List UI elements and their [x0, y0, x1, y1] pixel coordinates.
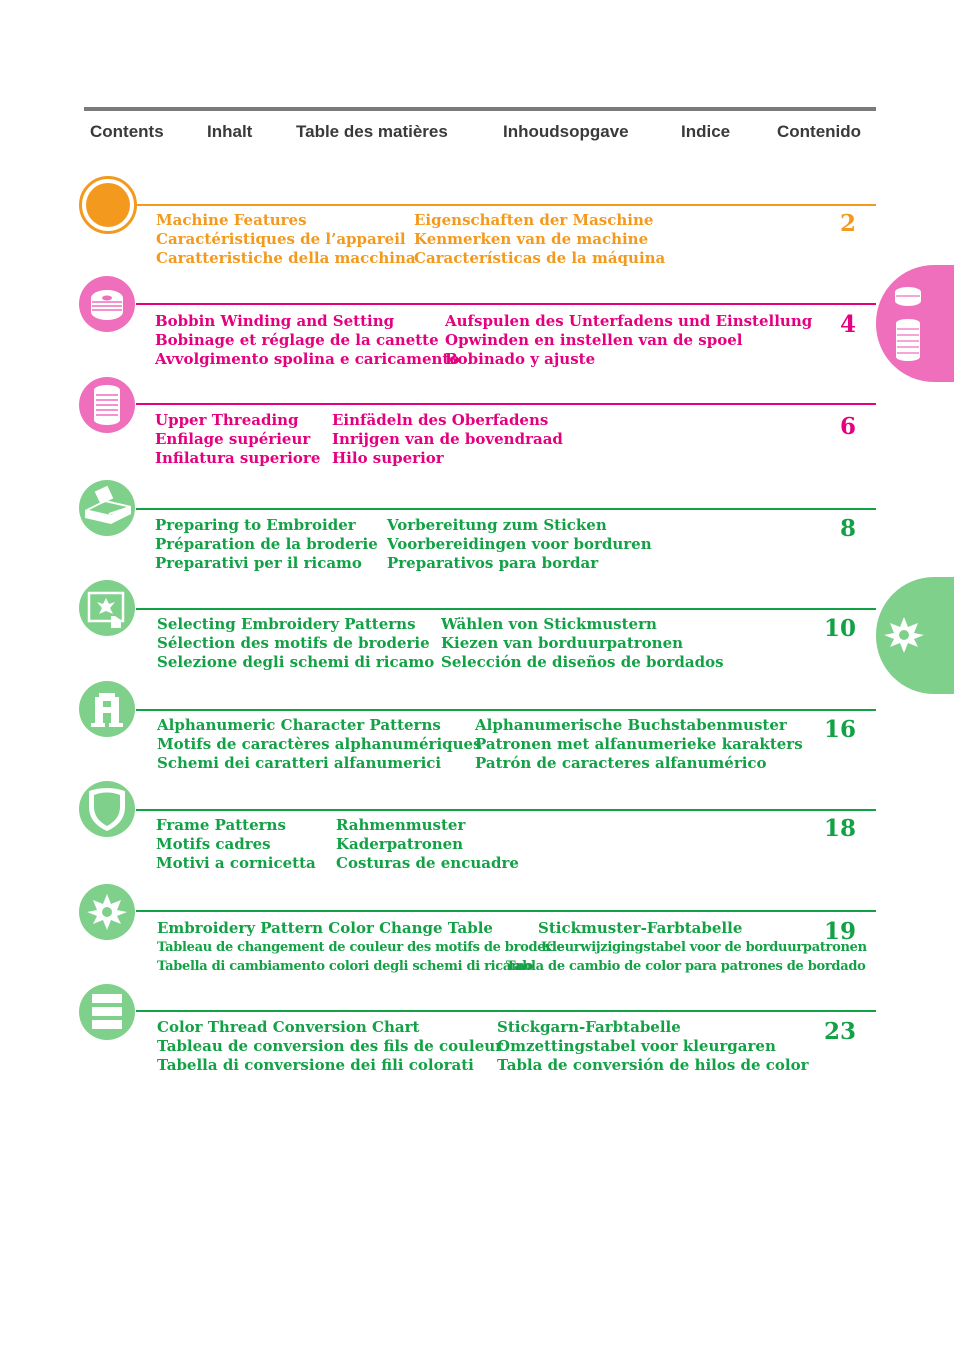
- title-fr: Tableau de changement de couleur des motifs de broderie: [157, 940, 565, 955]
- page-number: 6: [839, 413, 856, 440]
- title-de: Aufspulen des Unterfadens und Einstellung: [445, 312, 813, 330]
- header-contents: Contents: [90, 122, 164, 141]
- title-nl: Kenmerken van de machine: [414, 230, 649, 248]
- section-rule: [136, 608, 876, 610]
- side-tab-embroidery[interactable]: [876, 577, 954, 694]
- title-es: Costuras de encuadre: [336, 854, 519, 872]
- right-titles: [538, 919, 867, 957]
- right-titles: [387, 516, 652, 573]
- title-es: Selección de diseños de bordados: [441, 653, 724, 671]
- page-number: 18: [823, 815, 856, 842]
- title-fr: Préparation de la broderie: [155, 535, 378, 553]
- left-titles: [155, 312, 459, 369]
- section-rule: [136, 204, 876, 206]
- right-titles: [445, 312, 812, 369]
- section-rule: [136, 910, 876, 912]
- title-nl: Kaderpatronen: [336, 835, 464, 853]
- title-de: Wählen von Stickmustern: [441, 615, 657, 633]
- left-titles: [157, 615, 434, 672]
- page-number: 19: [823, 918, 856, 945]
- title-nl: Inrijgen van de bovendraad: [332, 430, 563, 448]
- title-fr: Enfilage supérieur: [155, 430, 311, 448]
- title-fr: Motifs de caractères alphanumériques: [157, 735, 482, 753]
- right-titles: [441, 615, 724, 672]
- title-de: Eigenschaften der Maschine: [414, 211, 654, 229]
- title-de: Einfädeln des Oberfadens: [332, 411, 549, 429]
- title-nl: Voorbereidingen voor borduren: [387, 535, 652, 553]
- title-it: Selezione degli schemi di ricamo: [157, 653, 435, 671]
- right-titles: [336, 816, 519, 873]
- page-number: 16: [823, 716, 856, 743]
- title-it: Tabella di conversione dei fili colorati: [157, 1056, 474, 1074]
- title-en: Frame Patterns: [156, 816, 286, 834]
- top-rule: [84, 107, 876, 111]
- title-en: Upper Threading: [155, 411, 299, 429]
- header-inhoudsopgave: Inhoudsopgave: [503, 122, 629, 141]
- orange-circle-icon: [79, 176, 137, 234]
- title-it: Preparativi per il ricamo: [155, 554, 362, 572]
- title-de: Stickmuster-Farbtabelle: [538, 919, 743, 937]
- title-en: Bobbin Winding and Setting: [155, 312, 395, 330]
- section-rule: [136, 508, 876, 510]
- touch-screen-pattern-icon: [79, 580, 135, 636]
- page-number: 23: [823, 1018, 856, 1045]
- frame-shield-icon: [79, 781, 135, 837]
- title-de: Stickgarn-Farbtabelle: [497, 1018, 681, 1036]
- side-tab-bobbin[interactable]: [876, 265, 954, 382]
- bobbin-and-spool-tab-icon: [876, 265, 954, 382]
- title-en: Embroidery Pattern Color Change Table: [157, 919, 493, 937]
- header-table-des-matieres: Table des matières: [296, 122, 448, 141]
- page-number: 2: [839, 210, 856, 237]
- left-titles: [157, 919, 564, 976]
- right-titles: [475, 716, 803, 773]
- title-it: Schemi dei caratteri alfanumerici: [157, 754, 442, 772]
- title-de: Vorbereitung zum Sticken: [387, 516, 607, 534]
- title-es: Hilo superior: [332, 449, 444, 467]
- page-number: 4: [839, 311, 856, 338]
- title-en: Machine Features: [156, 211, 307, 229]
- color-chart-icon: [79, 984, 135, 1040]
- right-titles: [332, 411, 563, 468]
- title-de: Rahmenmuster: [336, 816, 466, 834]
- title-it: Avvolgimento spolina e caricamento: [155, 350, 460, 368]
- left-titles: [156, 816, 316, 873]
- section-rule: [136, 303, 876, 305]
- title-en: Alphanumeric Character Patterns: [157, 716, 441, 734]
- title-de: Alphanumerische Buchstabenmuster: [475, 716, 787, 734]
- title-es: Características de la máquina: [414, 249, 666, 267]
- title-nl: Kleurwijzigingstabel voor de borduurpatronen: [541, 940, 867, 955]
- embroidery-unit-icon: [79, 480, 135, 536]
- title-es: Tabla de cambio de color para patrones de bordado: [506, 959, 866, 974]
- left-titles: [155, 516, 378, 573]
- section-rule: [136, 709, 876, 711]
- title-fr: Tableau de conversion des fils de couleur: [157, 1037, 504, 1055]
- title-nl: Opwinden en instellen van de spoel: [445, 331, 743, 349]
- page-number: 8: [839, 515, 856, 542]
- thread-spool-icon: [79, 377, 135, 433]
- title-fr: Motifs cadres: [156, 835, 271, 853]
- title-fr: Bobinage et réglage de la canette: [155, 331, 439, 349]
- title-it: Motivi a cornicetta: [156, 854, 316, 872]
- header-indice: Indice: [681, 122, 731, 141]
- title-it: Infilatura superiore: [155, 449, 321, 467]
- letter-a-icon: [79, 681, 135, 737]
- header-inhalt: Inhalt: [207, 122, 253, 141]
- header-contenido: Contenido: [777, 122, 862, 141]
- left-titles: [155, 411, 320, 468]
- title-it: Tabella di cambiamento colori degli schemi di ricamo: [157, 959, 533, 974]
- title-es: Bobinado y ajuste: [445, 350, 596, 368]
- title-es: Tabla de conversión de hilos de color: [497, 1056, 809, 1074]
- title-en: Preparing to Embroider: [155, 516, 356, 534]
- bobbin-icon: [79, 276, 135, 332]
- title-en: Color Thread Conversion Chart: [157, 1018, 420, 1036]
- page-number: 10: [823, 615, 856, 642]
- title-nl: Kiezen van borduurpatronen: [441, 634, 684, 652]
- right-titles: [414, 211, 665, 268]
- embroidery-flower-icon: [79, 884, 135, 940]
- title-es: Patrón de caracteres alfanumérico: [475, 754, 767, 772]
- embroidery-flower-tab-icon: [876, 577, 954, 694]
- title-nl: Patronen met alfanumerieke karakters: [475, 735, 803, 753]
- section-rule: [136, 1010, 876, 1012]
- title-fr: Sélection des motifs de broderie: [157, 634, 430, 652]
- title-es: Preparativos para bordar: [387, 554, 599, 572]
- title-nl: Omzettingstabel voor kleurgaren: [497, 1037, 776, 1055]
- right-titles: [497, 1018, 809, 1075]
- left-titles: [157, 716, 482, 773]
- title-it: Caratteristiche della macchina: [156, 249, 416, 267]
- left-titles: [156, 211, 416, 268]
- left-titles: [157, 1018, 503, 1075]
- section-rule: [136, 403, 876, 405]
- title-en: Selecting Embroidery Patterns: [157, 615, 416, 633]
- title-fr: Caractéristiques de l’appareil: [156, 230, 406, 248]
- section-rule: [136, 809, 876, 811]
